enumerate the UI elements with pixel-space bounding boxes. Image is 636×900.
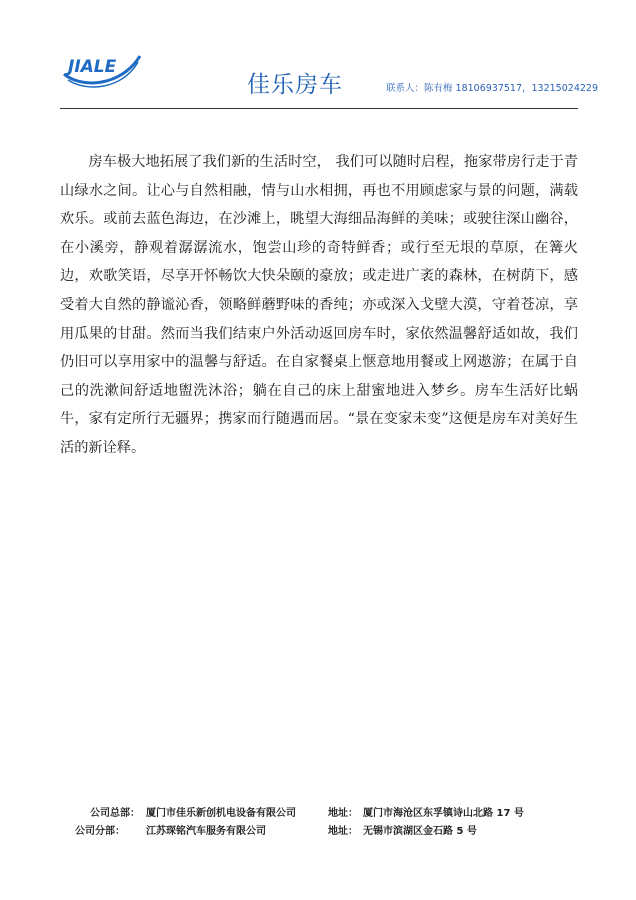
logo-graphic <box>60 48 142 88</box>
hq-label: 公司总部： <box>90 808 140 819</box>
branch-address: 无锡市滨湖区金石路 5 号 <box>363 826 477 837</box>
hq-address-label: 地址： <box>328 808 358 819</box>
contact-info: 联系人：陈有梅 18106937517，13215024229 <box>386 83 598 94</box>
hq-address: 厦门市海沧区东孚镇诗山北路 17 号 <box>363 808 524 819</box>
branch-label: 公司分部： <box>75 826 125 837</box>
branch-company-name: 江苏琛铭汽车服务有限公司 <box>146 826 266 837</box>
branch-address-label: 地址： <box>328 826 358 837</box>
letter-body <box>60 148 578 463</box>
brand-title: 佳乐房车 <box>247 72 343 98</box>
hq-company-name: 厦门市佳乐新创机电设备有限公司 <box>146 808 296 819</box>
header-divider <box>60 108 578 109</box>
body-paragraph: 房车极大地拓展了我们新的生活时空， 我们可以随时启程，拖家带房行走于青山绿水之间。让心与自然相融，情与山水相拥，再也不用顾虑家与景的问题，满载欢乐。或前去蓝色海边，在沙滩上，眺望大海细品海鲜的美味；或驶往深山幽谷，在小溪旁，静观着潺潺流水，饱尝山珍的奇特鲜香；或行至无垠的草原，在篝火边，欢歌笑语，尽享开怀畅饮大快朵颐的豪放；或走进广袤的森林，在树荫下，感受着大自然的静谧沁香，领略鲜蘑野味的香纯；亦或深入戈壁大漠，守着苍凉，享用瓜果的甘甜。然而当我们结束户外活动返回房车时，家依然温馨舒适如故，我们仍旧可以享用家中的温馨与舒适。在自家餐桌上惬意地用餐或上网遨游；在属于自己的洗漱间舒适地盥洗沐浴；躺在自己的床上甜蜜地进入梦乡。房车生活好比蜗牛，家有定所行无疆界；携家而行随遇而居。“景在变家未变”这便是房车对美好生活的新诠释。 <box>60 154 578 456</box>
footer-branch-row <box>0 822 636 838</box>
footer-headquarters-row <box>0 804 636 820</box>
logo-text: JIALE <box>68 57 117 77</box>
letterhead <box>0 0 636 115</box>
company-logo <box>60 48 142 88</box>
